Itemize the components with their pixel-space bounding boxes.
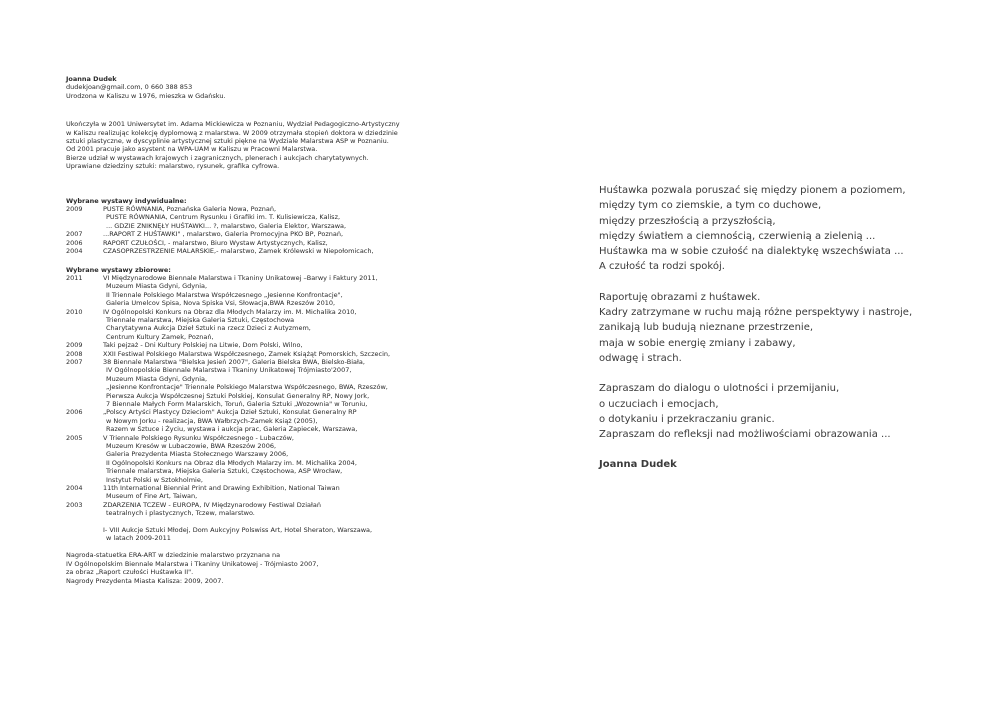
exhibition-line: Galeria Umelcov Spisa, Nova Spiska Vsi, Słowacja,BWA Rzeszów 2010, [106,299,336,308]
exhibition-line: Charytatywna Aukcja Dzieł Sztuki na rzecz Dzieci z Autyzmem, [106,324,311,333]
group-list [66,274,466,518]
exhibition-line: Galeria Prezydenta Miasta Stołecznego Warszawy 2006, [106,450,289,459]
exhibition-line: II Triennale Polskiego Malarstwa Współczesnego „Jesienne Konfrontacje", [106,290,343,299]
exhibition-line: Centrum Kultury Zamek, Poznań, [106,332,214,341]
exhibition-entry [66,484,466,501]
exhibition-entry [66,247,466,255]
exhibition-year: 2007 [66,230,83,239]
bio-line: Uprawiane dziedziny sztuki: malarstwo, rysunek, grafika cyfrowa. [66,162,280,171]
exhibition-line: 38 Biennale Malarstwa "Bielska Jesień 2007", Galeria Bielska BWA, Bielsko-Biała, [103,357,365,366]
solo-heading: Wybrane wystawy indywidualne: [66,196,187,205]
exhibition-line: ...RAPORT Z HUŚTAWKI" , malarstwo, Galeria Promocyjna PKO BP, Poznań, [103,230,344,239]
exhibition-year: 2006 [66,408,83,417]
statement-line: zanikają lub budują nieznane przestrzenie, [599,322,814,334]
statement-paragraph [599,381,969,442]
author-contact: dudekjoan@gmail.com, 0 660 388 853 [66,83,193,92]
exhibition-entry [66,205,466,230]
exhibition-line: ZDARZENIA TCZEW - EUROPA, IV Międzynarodowy Festiwal Działań [103,500,321,509]
bio-line: Ukończyła w 2001 Uniwersytet im. Adama Mickiewicza w Poznaniu, Wydział Pedagogiczno-Artystyczny [66,120,400,129]
bio-line: w Kaliszu realizując kolekcję dyplomową z malarstwa. W 2009 otrzymała stopień doktora w dziedzinie [66,128,398,137]
award-line: IV Ogólnopolskim Biennale Malarstwa i Tkaniny Unikatowej - Trójmiasto 2007, [66,559,319,568]
exhibition-line: Museum of Fine Art, Taiwan, [106,492,198,501]
artist-statement [599,183,969,473]
exhibition-line: CZASOPRZESTRZENIE MALARSKIE,- malarstwo, Zamek Królewski w Niepołomicach, [103,247,374,256]
statement-line: Huśtawka pozwala poruszać się między pionem a poziomem, [599,185,906,196]
exhibition-line: teatralnych i plastycznych, Tczew, malarstwo. [106,509,255,518]
statement-line: Kadry zatrzymane w ruchu mają różne perspektywy i nastroje, [599,307,913,319]
exhibition-entry [66,358,466,408]
bio-line: Bierze udział w wystawach krajowych i zagranicznych, plenerach i aukcjach charytatywnych. [66,153,369,162]
exhibition-line: Muzeum Miasta Gdyni, Gdynia, [106,374,208,383]
exhibition-entry [66,350,466,358]
exhibition-line: IV Ogólnopolskie Biennale Malarstwa i Tkaniny Unikatowej Trójmiasto'2007, [106,366,352,375]
exhibition-entry [66,308,466,342]
exhibition-year: 2009 [66,341,83,350]
cv-column [66,75,466,585]
award-line: za obraz „Raport czułości Huśtawka II". [66,568,194,577]
statement-line: Zapraszam do refleksji nad możliwościami obrazowania ... [599,429,891,441]
exhibition-line: XXII Festiwal Polskiego Malarstwa Współczesnego, Zamek Książąt Pomorskich, Szczecin, [103,349,391,358]
exhibition-line: RAPORT CZUŁOŚCI, - malarstwo, Biuro Wystaw Artystycznych, Kalisz, [103,238,328,247]
award-line: Nagrody Prezydenta Miasta Kalisza: 2009, 2007. [66,576,224,585]
statement-line: odwagę i strach. [599,352,682,364]
exhibition-line: ... GDZIE ZNIKNĘŁY HUŚTAWKI... ?, malarstwo, Galeria Elektor, Warszawa, [106,221,347,230]
exhibition-entry [66,408,466,433]
exhibition-line: PUSTE RÓWNANIA, Poznańska Galeria Nowa, Poznań, [103,205,277,214]
exhibition-line: Instytut Polski w Sztokholmie, [106,475,203,484]
solo-list [66,205,466,255]
exhibition-year: 2009 [66,205,83,214]
exhibition-line: IV Ogólnopolski Konkurs na Obraz dla Młodych Malarzy im. M. Michalika 2010, [103,307,357,316]
exhibition-line: w Nowym Jorku - realizacja, BWA Wałbrzych-Zamek Książ (2005), [106,416,318,425]
statement-line: Zapraszam do dialogu o ulotności i przemijaniu, [599,383,840,395]
auction-line: w latach 2009-2011 [106,534,171,543]
exhibition-line: Muzeum Kresów w Lubaczowie, BWA Rzeszów 2006, [106,442,277,451]
award-line: Nagroda-statuetka ERA-ART w dziedzinie malarstwo przyznana na [66,551,281,560]
statement-line: Raportuję obrazami z huśtawek. [599,291,761,303]
exhibition-entry [66,274,466,308]
awards [66,551,466,585]
statement-line: maja w sobie energię zmiany i zabawy, [599,337,796,349]
exhibition-entry [66,501,466,518]
statement-line: między tym co ziemskie, a tym co duchowe, [599,200,822,212]
exhibition-line: „Jesienne Konfrontacje" Triennale Polskiego Malarstwa Współczesnego, BWA, Rzeszów, [106,383,388,392]
author-born: Urodzona w Kaliszu w 1976, mieszka w Gdańsku. [66,91,226,100]
exhibition-entry [66,341,466,349]
author-name: Joanna Dudek [66,75,117,83]
exhibition-line: II Ogólnopolski Konkurs na Obraz dla Młodych Malarzy im. M. Michalika 2004, [106,458,357,467]
statement-line: między światłem a ciemnością, czerwienią a zielenią ... [599,230,876,242]
exhibition-year: 2007 [66,357,83,366]
auction-line: I- VIII Aukcje Sztuki Młodej, Dom Aukcyjny Polswiss Art, Hotel Sheraton, Warszawa, [103,526,373,535]
bio-line: sztuki plastyczne, w dyscyplinie artystycznej sztuki piękne na Wydziale Malarstwa ASP w Poznaniu. [66,137,389,146]
exhibition-line: V Triennale Polskiego Rysunku Współczesnego - Lubaczów, [103,433,294,442]
exhibition-entry [66,239,466,247]
exhibition-line: „Polscy Artyści Plastycy Dzieciom" Aukcja Dzieł Sztuki, Konsulat Generalny RP [103,408,357,417]
statement-paragraph [599,183,969,275]
exhibition-line: 7 Biennale Małych Form Malarskich, Toruń, Galeria Sztuki „Wozownia" w Toruniu, [106,400,368,408]
exhibition-entry [66,230,466,238]
exhibition-line: Pierwsza Aukcja Współczesnej Sztuki Polskiej, Konsulat Generalny RP, Nowy Jork, [106,391,370,400]
exhibition-year: 2005 [66,433,83,442]
statement-signature: Joanna Dudek [599,459,677,471]
group-heading: Wybrane wystawy zbiorowe: [66,265,171,274]
exhibition-line: Razem w Sztuce i Życiu, wystawa i aukcja prac, Galeria Zapiecek, Warszawa, [106,425,358,434]
exhibition-year: 2011 [66,273,83,282]
statement-line: o uczuciach i emocjach, [599,398,719,410]
exhibition-line: PUSTE RÓWNANIA, Centrum Rysunku i Grafiki im. T. Kulisiewicza, Kalisz, [106,213,341,222]
exhibition-year: 2003 [66,500,83,509]
exhibition-year: 2006 [66,238,83,247]
statement-line: o dotykaniu i przekraczaniu granic. [599,413,775,425]
statement-line: Huśtawka ma w sobie czułość na dialektykę wszechświata ... [599,246,904,258]
exhibition-entry [66,434,466,484]
exhibition-line: Triennale malarstwa, Miejska Galeria Sztuki, Częstochowa, ASP Wrocław, [106,467,343,476]
exhibition-line: 11th International Biennial Print and Drawing Exhibition, National Taiwan [103,484,340,493]
statement-paragraph [599,290,969,366]
bio [66,120,466,170]
statement-line: między przeszłością a przyszłością, [599,215,776,227]
exhibition-year: 2008 [66,349,83,358]
statement-line: A czułość ta rodzi spokój. [599,261,725,273]
exhibition-year: 2010 [66,307,83,316]
exhibition-year: 2004 [66,484,83,493]
auctions [66,526,466,543]
exhibition-line: Triennale malarstwa, Miejska Galeria Sztuki, Częstochowa [106,315,295,324]
exhibition-line: VI Międzynarodowe Biennale Malarstwa i Tkaniny Unikatowej –Barwy i Faktury 2011, [103,273,378,282]
exhibition-year: 2004 [66,247,83,256]
exhibition-line: Taki pejzaż - Dni Kultury Polskiej na Litwie, Dom Polski, Wilno, [103,341,303,350]
bio-line: Od 2001 pracuje jako asystent na WPA-UAM w Kaliszu w Pracowni Malarstwa. [66,145,318,154]
exhibition-line: Muzeum Miasta Gdyni, Gdynia, [106,282,208,291]
